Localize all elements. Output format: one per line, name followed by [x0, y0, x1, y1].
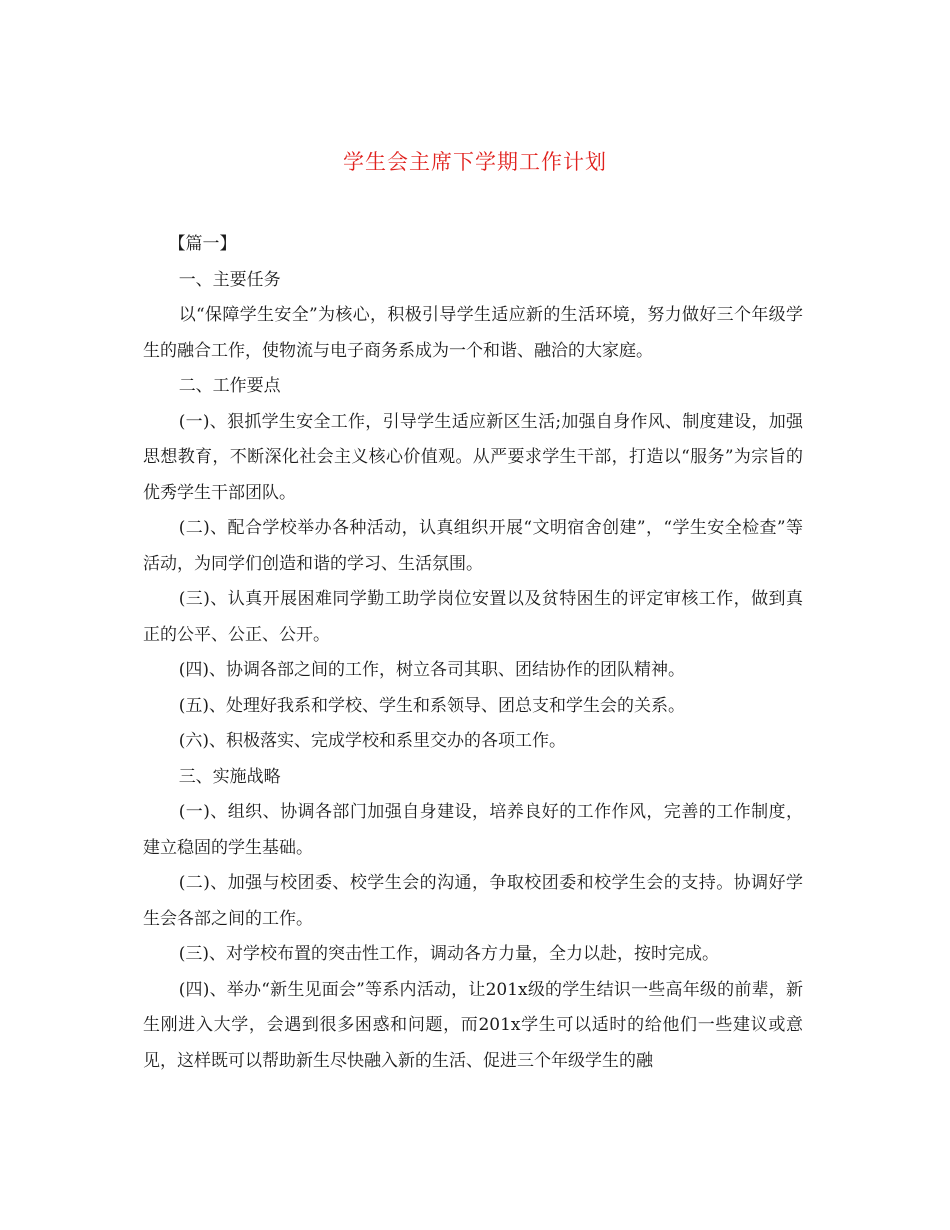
section-heading-2: 二、工作要点 [178, 376, 281, 396]
paragraph: (四)、协调各部之间的工作，树立各司其职、团结协作的团队精神。 [178, 660, 685, 680]
section-label: 【篇一】 [168, 234, 237, 254]
paragraph: (三)、认真开展困难同学勤工助学岗位安置以及贫特困生的评定审核工作，做到真正的公平、公正、公开。 [143, 589, 803, 645]
section-heading-1: 一、主要任务 [178, 269, 281, 290]
paragraph: (一)、狠抓学生安全工作，引导学生适应新区生活;加强自身作风、制度建设，加强思想教育，不断深化社会主义核心价值观。从严要求学生干部，打造以“服务”为宗旨的优秀学生干部团队。 [143, 411, 803, 503]
paragraph: (三)、对学校布置的突击性工作，调动各方力量，全力以赴，按时完成。 [178, 944, 719, 964]
paragraph: (二)、配合学校举办各种活动，认真组织开展“文明宿舍创建”，“学生安全检查”等活动，为同学们创造和谐的学习、生活氛围。 [143, 518, 803, 574]
paragraph: (五)、处理好我系和学校、学生和系领导、团总支和学生会的关系。 [178, 695, 685, 716]
paragraph: (六)、积极落实、完成学校和系里交办的各项工作。 [178, 731, 566, 751]
section-heading-3: 三、实施战略 [178, 766, 281, 787]
paragraph: (二)、加强与校团委、校学生会的沟通，争取校团委和校学生会的支持。协调好学生会各部之间的工作。 [143, 873, 803, 929]
paragraph: (一)、组织、协调各部门加强自身建设，培养良好的工作作风，完善的工作制度，建立稳固的学生基础。 [143, 802, 803, 858]
paragraph: 以“保障学生安全”为核心，积极引导学生适应新的生活环境，努力做好三个年级学生的融合工作，使物流与电子商务系成为一个和谐、融洽的大家庭。 [143, 305, 803, 361]
document-body [143, 227, 803, 1079]
document-title: 学生会主席下学期工作计划 [343, 150, 607, 174]
paragraph: (四)、举办“新生见面会”等系内活动，让201x级的学生结识一些高年级的前辈，新生刚进入大学，会遇到很多困惑和问题，而201x学生可以适时的给他们一些建议或意见，这样既可以帮助新生尽快融入新的生活、促进三个年级学生的融 [143, 979, 803, 1071]
